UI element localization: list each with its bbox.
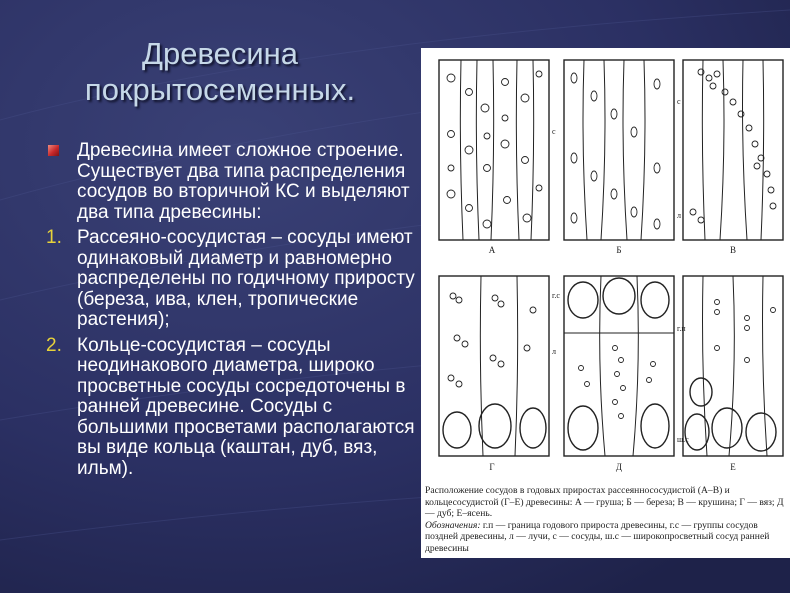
marker-shs-d: ш.с [677,435,689,444]
numbered-item-1 [46,228,418,331]
marker-c-a: с [552,127,556,136]
caption-text: Расположение сосудов в годовых приростах рассеяннососудистой (А–В) и кольцесосудистой (Г–Е) древесины: А — груша; Б — береза; В — крушина; Г — вяз; Д — дуб; Е–ясень. [425,485,784,520]
item-text-2: Кольце-сосудистая – сосуды неодинакового диаметра, широко просветные сосуды сосредоточены в ранней древесине. Сосуды с большими просветами располагаются вы виде кольца (каштан, дуб, вяз, ильм). [77,334,415,479]
numbered-item-2 [46,336,418,480]
panel-g-frame [439,276,549,456]
marker-l-b: л [677,211,681,220]
marker-gs-g: г.с [552,291,560,300]
slide-title [30,36,410,108]
panel-label-g: Г [489,462,495,472]
panel-label-v: В [729,245,737,255]
bullet-text: Древесина имеет сложное строение. Существует два типа распределения сосудов во вторичной КС и выделяют два типа древесины: [77,140,410,223]
bullet-item [46,141,418,223]
panel-label-e: Е [730,462,736,472]
wood-figure [421,48,790,558]
panel-label-d: Д [615,462,623,472]
item-number-2: 2. [46,334,62,356]
panel-b-frame [564,60,674,240]
panel-v-frame [683,60,783,240]
marker-gp-d: г.п [677,324,686,333]
square-bullet-icon [48,145,59,156]
marker-l-g: л [552,347,556,356]
figure-caption [425,485,787,555]
panel-label-b: Б [616,245,622,255]
panel-e-frame [683,276,783,456]
slide-body [46,141,418,484]
panel-label-a: А [488,245,496,255]
marker-c-v: с [677,97,681,106]
legend-label: Обозначения: [425,519,481,531]
title-line-2: покрытосеменных. [84,72,356,107]
item-number-1: 1. [46,227,62,248]
wood-illustration [421,48,790,483]
legend-text: г.п — граница годового прироста древесины, г.с — группы сосудов поздней древесины, л — лучи, с — сосуды, ш.с — широкопросветный сосуд ранней древесины [425,519,770,554]
legend-line [425,520,787,555]
item-text-1: Рассеяно-сосудистая – сосуды имеют одинаковый диаметр и равномерно распределены по годичному приросту (береза, ива, клен, тропические растения); [77,227,415,330]
title-line-1: Древесина [141,36,298,71]
